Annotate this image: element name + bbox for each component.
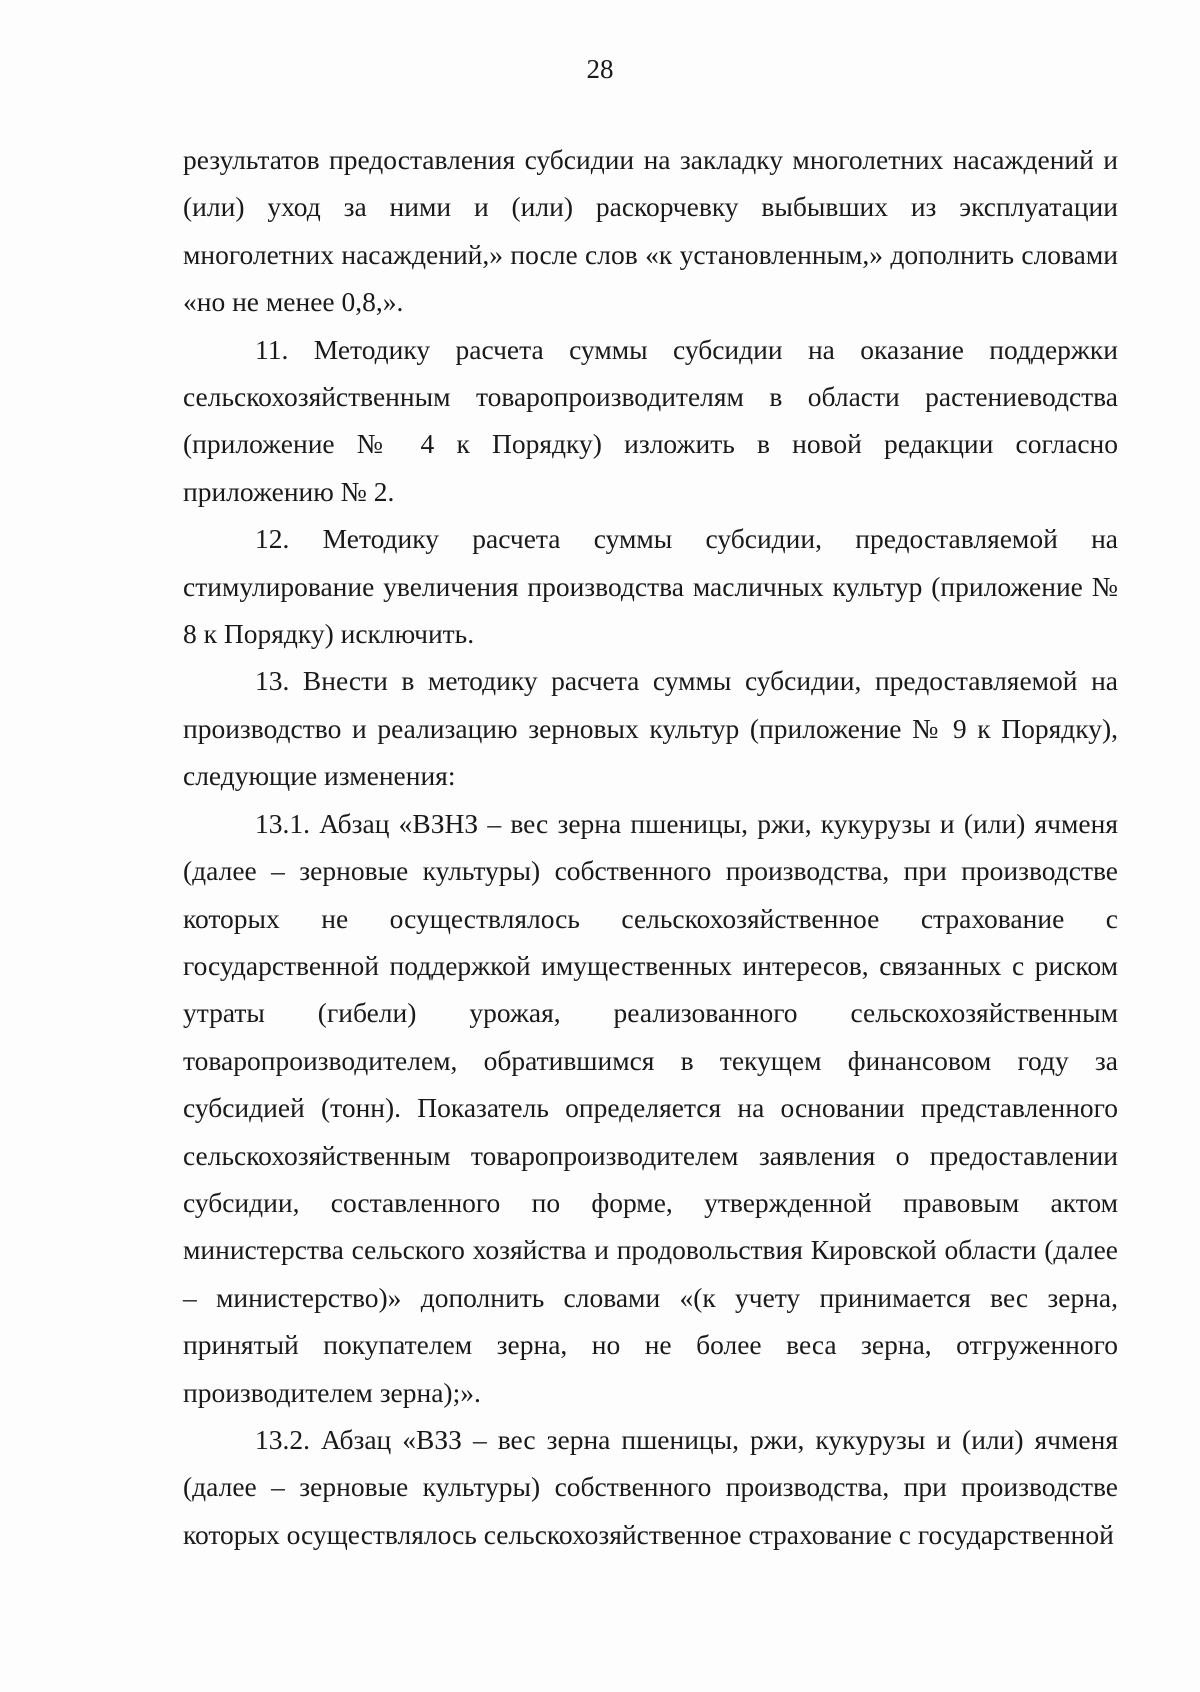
paragraph-item-12: 12. Методику расчета суммы субсидии, предоставляемой на стимулирование увеличения производства масличных культур (приложение № 8 к Порядку) исключить.: [183, 523, 1118, 650]
document-body: [183, 136, 1118, 1558]
paragraph-item-13-2: 13.2. Абзац «ВЗЗ – вес зерна пшеницы, ржи, кукурузы и (или) ячменя (далее – зерновые культуры) собственного производства, при производстве которых осуществлялось сельскохозяйственное страхование с государственной: [183, 1423, 1118, 1550]
paragraph-item-13-1: 13.1. Абзац «ВЗНЗ – вес зерна пшеницы, ржи, кукурузы и (или) ячменя (далее – зерновые культуры) собственного производства, при производстве которых не осуществлялось сельскохозяйственное страхование с государственной поддержкой имущественных интересов, связанных с риском утраты (гибели) урожая, реализованного сельскохозяйственным товаропроизводителем, обратившимся в текущем финансовом году за субсидией (тонн). Показатель определяется на основании представленного сельскохозяйственным товаропроизводителем заявления о предоставлении субсидии, составленного по форме, утвержденной правовым актом министерства сельского хозяйства и продовольствия Кировской области (далее – министерство)» дополнить словами «(к учету принимается вес зерна, принятый покупателем зерна, но не более веса зерна, отгруженного производителем зерна);».: [183, 807, 1118, 1408]
paragraph-continuation: результатов предоставления субсидии на закладку многолетних насаждений и (или) уход за ними и (или) раскорчевку выбывших из эксплуатации многолетних насаждений,» после слов «к установленным,» дополнить словами «но не менее 0,8,».: [183, 144, 1118, 318]
paragraph-item-13: 13. Внести в методику расчета суммы субсидии, предоставляемой на производство и реализацию зерновых культур (приложение № 9 к Порядку), следующие изменения:: [183, 665, 1118, 792]
page-number: 28: [586, 54, 614, 84]
paragraph-item-11: 11. Методику расчета суммы субсидии на оказание поддержки сельскохозяйственным товаропроизводителям в области растениеводства (приложение № 4 к Порядку) изложить в новой редакции согласно приложению № 2.: [183, 333, 1118, 507]
